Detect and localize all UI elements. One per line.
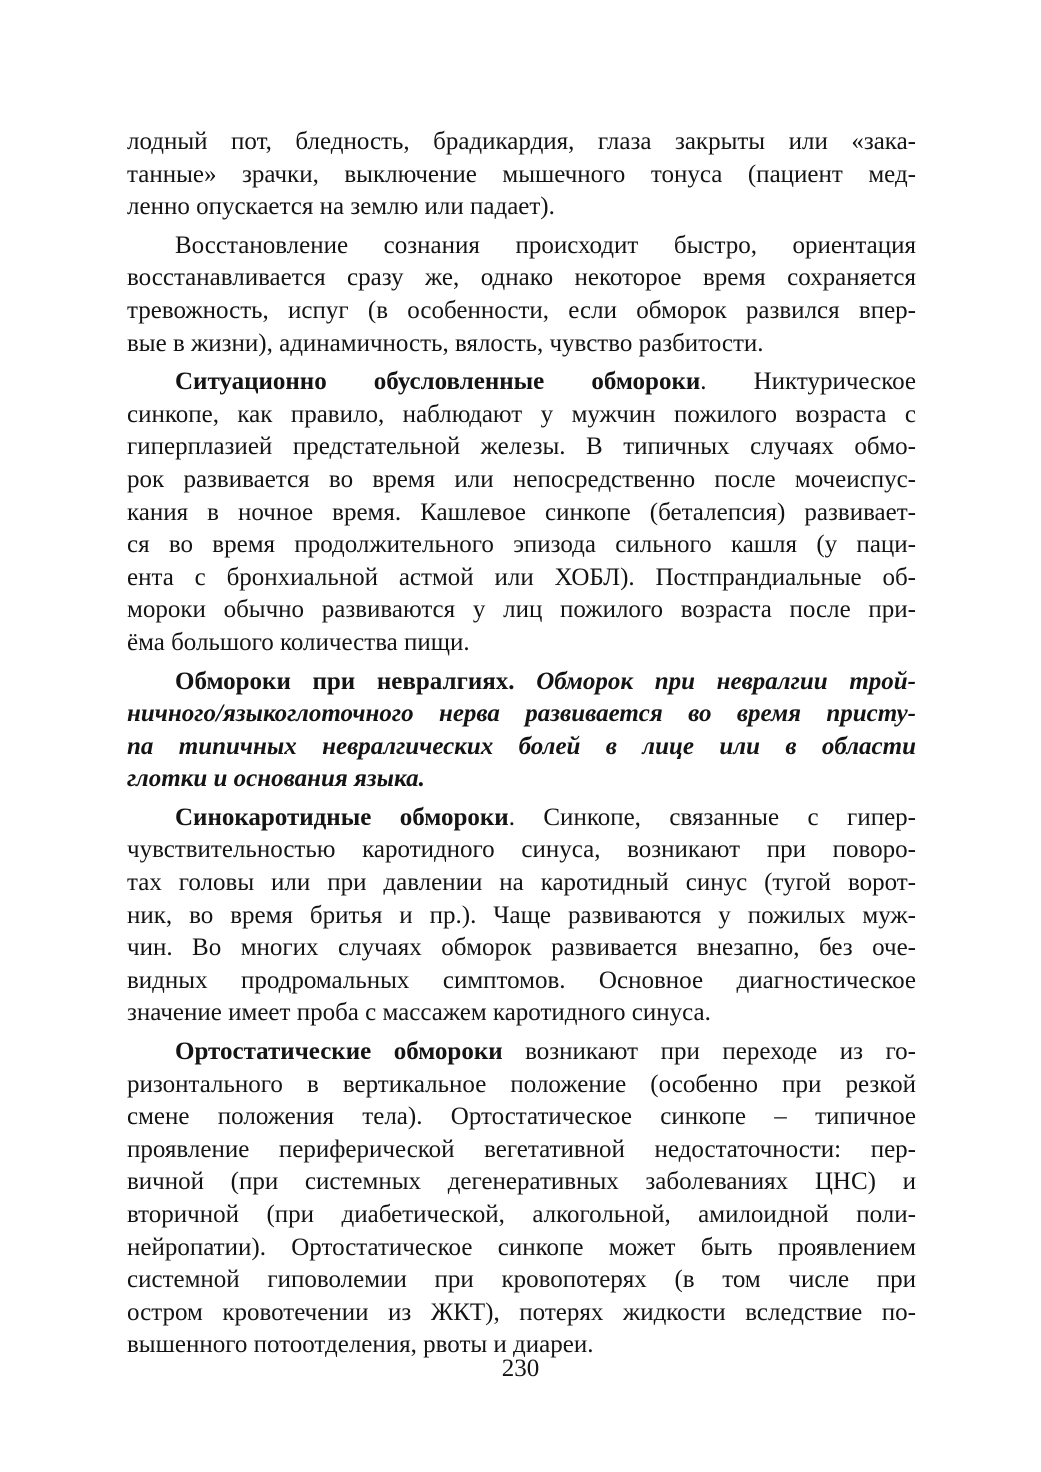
page-body [127, 126, 916, 1362]
text-run: возникают при переходе из го- [502, 1038, 916, 1066]
text-line: Восстановление сознания происходит быстро, ориентация [175, 231, 916, 259]
paragraph-orthostatic-syncope [127, 1036, 916, 1362]
text-line [127, 666, 916, 699]
heading-period: . [700, 368, 707, 396]
text-line: вторичной (при диабетической, алкогольной, амилоидной поли- [127, 1201, 916, 1228]
paragraph-neuralgia-syncope [127, 666, 916, 796]
text-line: гиперплазией предстательной железы. В типичных случаях обмо- [127, 433, 916, 461]
text-line: значение имеет проба с массажем каротидного синуса. [127, 999, 711, 1027]
text-line: тревожность, испуг (в особенности, если обморок развился впер- [127, 296, 916, 324]
text-line: ник, во время бритья и пр.). Чаще развиваются у пожилых муж- [127, 901, 916, 929]
heading-period: . [508, 803, 515, 831]
paragraph-situational-syncope [127, 366, 916, 659]
text-line: рок развивается во время или непосредственно после мочеиспус- [127, 465, 916, 493]
text-line: чувствительностью каротидного синуса, возникают при поворо- [127, 836, 916, 864]
text-run-bold-italic: Обморок при невралгии трой- [514, 667, 916, 695]
text-run: Никтурическое [706, 368, 917, 396]
text-line: мороки обычно развиваются у лиц пожилого возраста после при- [127, 596, 916, 624]
text-line: глотки и основания языка. [127, 765, 425, 793]
paragraph-carotid-syncope [127, 802, 916, 1030]
text-run: Синкопе, связанные с гипер- [514, 803, 916, 831]
text-line: тах головы или при давлении на каротидный синус (тугой ворот- [127, 869, 916, 897]
text-line: видных продромальных симптомов. Основное диагностическое [127, 966, 916, 994]
text-line: смене положения тела). Ортостатическое синкопе – типичное [127, 1103, 916, 1131]
text-line: ёма большого количества пищи. [127, 628, 470, 656]
paragraph-recovery [127, 230, 916, 360]
text-line: системной гиповолемии при кровопотерях (в том числе при [127, 1266, 916, 1294]
text-line: танные» зрачки, выключение мышечного тонуса (пациент мед- [127, 160, 916, 188]
text-line: нейропатии). Ортостатическое синкопе может быть проявлением [127, 1233, 916, 1261]
text-line: вичной (при системных дегенеративных заболеваниях ЦНС) и [127, 1168, 916, 1196]
text-line: чин. Во многих случаях обморок развивается внезапно, без оче- [127, 934, 916, 962]
text-line: лодный пот, бледность, брадикардия, глаза закрыты или «зака- [127, 128, 916, 155]
text-line [127, 366, 916, 399]
text-line [127, 1036, 916, 1069]
text-line: синкопе, как правило, наблюдают у мужчин пожилого возраста с [127, 400, 916, 428]
text-line: вышенного потоотделения, рвоты и диареи. [127, 1331, 594, 1359]
text-line: остром кровотечении из ЖКТ), потерях жидкости вследствие по- [127, 1298, 916, 1326]
section-heading: Синокаротидные обмороки [175, 803, 509, 831]
text-line: проявление периферической вегетативной недостаточности: пер- [127, 1135, 916, 1163]
text-line: кания в ночное время. Кашлевое синкопе (беталепсия) развивает- [127, 498, 916, 526]
text-line: ленно опускается на землю или падает). [127, 193, 555, 221]
text-line: ся во время продолжительного эпизода сильного кашля (у паци- [127, 531, 916, 559]
text-line: ризонтального в вертикальное положение (особенно при резкой [127, 1070, 916, 1098]
text-line: восстанавливается сразу же, однако некоторое время сохраняется [127, 264, 916, 292]
text-line: па типичных невралгических болей в лице или в области [127, 732, 916, 760]
text-line: вые в жизни), адинамичность, вялость, чувство разбитости. [127, 329, 764, 357]
section-heading: Ортостатические обмороки [175, 1038, 503, 1066]
page-number: 230 [501, 1355, 540, 1382]
section-heading: Обмороки при невралгиях. [175, 667, 515, 695]
text-line: ента с бронхиальной астмой или ХОБЛ). Постпрандиальные об- [127, 563, 916, 591]
paragraph-symptoms-continuation [127, 126, 916, 224]
section-heading: Ситуационно обусловленные обмороки [175, 368, 701, 396]
text-line [127, 802, 916, 835]
text-line: ничного/языкоглоточного нерва развивается во время присту- [127, 700, 916, 728]
